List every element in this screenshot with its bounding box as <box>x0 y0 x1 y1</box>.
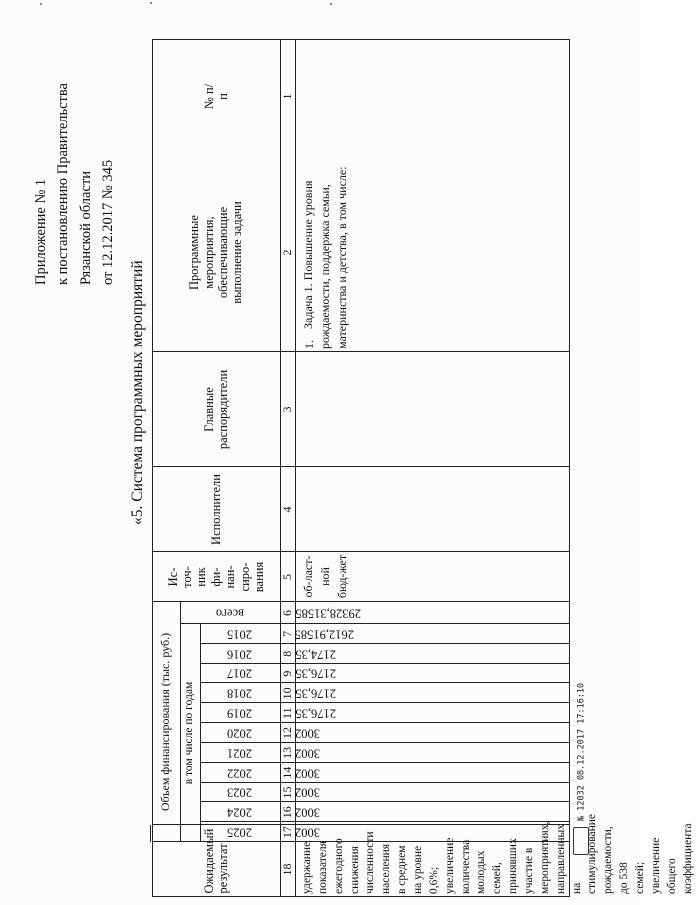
header-year-2023: 2023 <box>227 785 253 800</box>
column-divider <box>152 551 570 552</box>
row-1-task: Задача 1. Повышение уровня рождаемости, поддержка семьи, материнства и детства, в том числе: <box>301 166 349 349</box>
column-number-4: 4 <box>279 506 294 513</box>
row-1-value-2023: 3002 <box>295 785 320 800</box>
column-divider <box>152 351 570 352</box>
column-number-1: 1 <box>279 93 294 100</box>
column-number-16: 16 <box>279 806 294 819</box>
row-1-total: 29328,31585 <box>295 606 361 621</box>
scan-speck <box>150 2 152 4</box>
registration-seal-icon <box>573 827 589 855</box>
column-number-12: 12 <box>279 727 294 740</box>
column-number-17: 17 <box>279 826 294 839</box>
header-year-2020: 2020 <box>227 726 253 741</box>
row-1-value-2021: 3002 <box>295 746 320 761</box>
column-number-15: 15 <box>279 786 294 799</box>
header-year-2025: 2025 <box>227 825 253 840</box>
header-year-2016: 2016 <box>227 647 253 662</box>
scan-speck <box>40 3 42 5</box>
column-number-6: 6 <box>279 610 294 616</box>
row-1-value-2024: 3002 <box>295 805 320 820</box>
column-number-13: 13 <box>279 746 294 759</box>
row-1-value-2015: 2612,91585 <box>295 627 355 642</box>
column-number-18: 18 <box>279 863 294 876</box>
column-number-3: 3 <box>279 406 294 413</box>
header-total: всего <box>215 606 245 621</box>
row-1-num: 1. <box>302 340 316 349</box>
appendix-block <box>30 5 120 285</box>
appendix-line-4: от 12.12.2017 № 345 <box>100 159 117 285</box>
column-number-14: 14 <box>279 766 294 779</box>
header-managers: Главные распорядители <box>201 369 230 450</box>
header-funding: Объем финансирования (тыс. руб.) <box>158 632 173 812</box>
column-number-2: 2 <box>279 249 294 256</box>
appendix-line-1: Приложение № 1 <box>33 178 49 285</box>
row-1-result: удержание показателя ежегодного снижения численности населения в среднем на уровне 0,6%; увеличение количества молодых семей, принявших участие в мероприятиях, направленных на стимулирование рождаемости, до 538 семей; увеличение общего коэффициента <box>301 814 694 894</box>
row-1-source: об-ласт-ной бюд-жет <box>301 554 349 599</box>
appendix-line-3: Рязанской области <box>77 171 94 285</box>
column-number-5: 5 <box>279 574 294 580</box>
scan-speck <box>330 3 332 5</box>
row-1-value-2019: 2176,35 <box>295 706 336 721</box>
header-year-2021: 2021 <box>227 746 253 761</box>
row-1-value-2018: 2176,35 <box>295 686 336 701</box>
header-year-2015: 2015 <box>227 627 253 642</box>
appendix-line-2: к постановлению Правительства <box>55 83 72 285</box>
header-year-2018: 2018 <box>227 686 253 701</box>
column-number-8: 8 <box>279 650 294 657</box>
column-number-9: 9 <box>279 670 294 677</box>
column-number-7: 7 <box>279 630 294 637</box>
header-year-2019: 2019 <box>227 706 253 721</box>
header-measures: Программные мероприятия, обеспечивающие выполнение задачи <box>187 201 245 304</box>
header-num: № п/п <box>201 83 230 110</box>
row-1-value-2022: 3002 <box>295 766 320 781</box>
header-executors: Исполнители <box>208 474 223 545</box>
footer-registration-stamp: № 12032 08.12.2017 17:16:10 <box>573 683 589 855</box>
header-by-years: в том числе по годам <box>183 681 196 785</box>
header-result: Ожидаемый результат <box>201 828 230 894</box>
row-1-value-2020: 3002 <box>295 726 320 741</box>
header-year-2017: 2017 <box>227 667 253 682</box>
row-1-value-2025: 3002 <box>295 825 320 840</box>
header-year-2022: 2022 <box>227 766 253 781</box>
column-number-10: 10 <box>279 687 294 700</box>
row-1-value-2016: 2174,35 <box>295 647 336 662</box>
section-title: «5. Система программных мероприятий <box>129 260 146 525</box>
row-1-value-2017: 2176,35 <box>295 667 336 682</box>
column-divider <box>152 466 570 467</box>
header-source: Ис-точ-ник фи-нан-сиро-вания <box>165 561 266 593</box>
column-number-11: 11 <box>279 707 294 719</box>
header-year-2024: 2024 <box>227 805 253 820</box>
